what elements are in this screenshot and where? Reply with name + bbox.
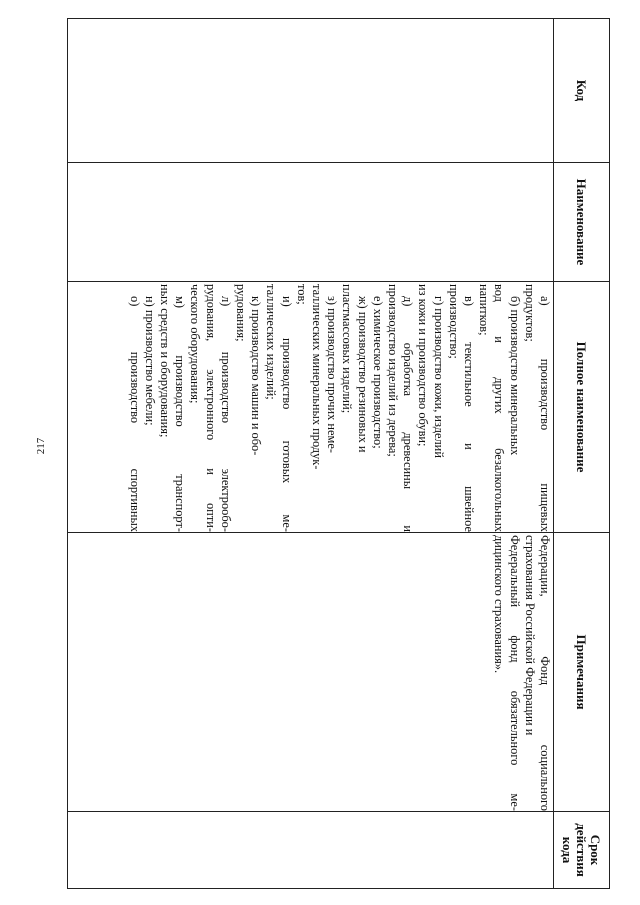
rotated-page-content — [70, 18, 610, 883]
cell-full-name — [68, 282, 554, 533]
full-name-text — [126, 282, 553, 532]
cell-notes — [68, 533, 554, 812]
full-name-line: тов; — [294, 284, 309, 305]
table-header-row — [554, 19, 610, 889]
document-table — [67, 18, 610, 889]
full-name-line: и) производство готовых ме- — [279, 296, 294, 532]
full-name-line: ных средств и оборудования; — [157, 284, 172, 438]
full-name-line: б) производство минеральных — [507, 296, 522, 456]
header-notes: Примечания — [554, 533, 610, 812]
full-name-line: л) производство электрообо- — [218, 296, 233, 532]
notes-line: Федеральный фонд обязательного ме- — [507, 535, 522, 811]
full-name-line: а) производство пищевых — [538, 296, 552, 532]
header-name: Наименование — [554, 163, 610, 282]
cell-name — [68, 163, 554, 282]
full-name-line: н) производство мебели; — [142, 296, 157, 426]
full-name-line: таллических минеральных продук- — [309, 284, 324, 470]
full-name-line: ж) производство резиновых и — [355, 296, 370, 453]
table-row — [68, 19, 554, 889]
full-name-line: из кожи и производство обуви; — [416, 284, 431, 447]
full-name-line: д) обработка древесины и — [401, 296, 416, 532]
header-full-name: Полное наименование — [554, 282, 610, 533]
full-name-line: продуктов; — [522, 284, 537, 342]
full-name-line: м) производство транспорт- — [173, 296, 188, 532]
notes-text — [491, 533, 553, 811]
header-code: Код — [554, 19, 610, 163]
full-name-line: производство изделий из дерева; — [385, 284, 400, 457]
page-number: 217 — [35, 437, 47, 455]
full-name-line: в) текстильное и швейное — [461, 296, 476, 532]
full-name-line: з) производство прочих неме- — [325, 296, 340, 453]
full-name-line: е) химическое производство; — [370, 296, 385, 449]
full-name-line: таллических изделий; — [264, 284, 279, 400]
notes-line: Федерации, Фонд социального — [538, 535, 552, 811]
cell-validity — [68, 812, 554, 889]
header-validity: Срок действия кода — [554, 812, 610, 889]
full-name-line: вод и других безалкогольных — [492, 284, 507, 532]
cell-code — [68, 19, 554, 163]
full-name-line: напитков; — [477, 284, 492, 336]
notes-line: дицинского страхования». — [492, 535, 507, 674]
full-name-line: производство; — [446, 284, 461, 359]
full-name-line: рудования, электронного и опти- — [203, 284, 218, 532]
full-name-line: ческого оборудования; — [188, 284, 203, 404]
full-name-line: о) производство спортивных — [127, 296, 142, 532]
full-name-line: г) производство кожи, изделий — [431, 296, 446, 458]
full-name-line: рудования; — [233, 284, 248, 342]
full-name-line: пластмассовых изделий; — [340, 284, 355, 414]
full-name-line: к) производство машин и обо- — [249, 296, 264, 456]
notes-line: страхования Российской Федерации и — [522, 535, 537, 736]
